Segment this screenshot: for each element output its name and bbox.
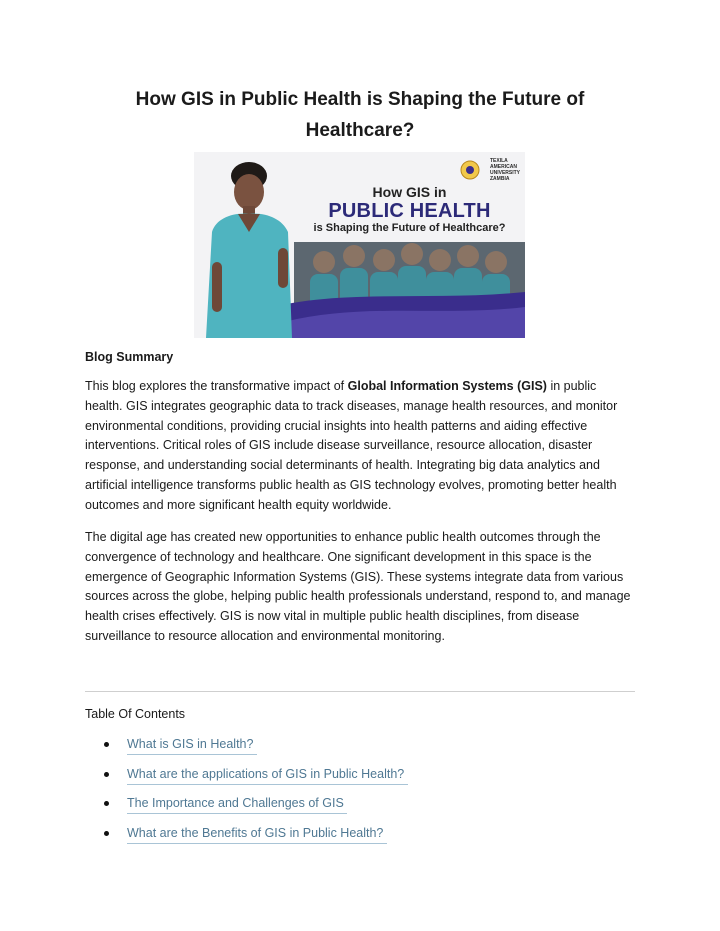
bullet-icon: [104, 801, 109, 806]
bullet-icon: [104, 742, 109, 747]
summary-para1-bold: Global Information Systems (GIS): [347, 379, 547, 393]
toc-link-applications[interactable]: What are the applications of GIS in Public Health?: [127, 765, 408, 785]
blog-summary-heading: Blog Summary: [85, 350, 174, 364]
toc-heading: Table Of Contents: [85, 707, 186, 721]
hero-heading-line3: is Shaping the Future of Healthcare?: [313, 222, 506, 234]
bullet-icon: [104, 831, 109, 836]
toc-link-benefits[interactable]: What are the Benefits of GIS in Public Health?: [127, 824, 387, 844]
hero-heading-line1: How GIS in: [372, 184, 447, 200]
summary-paragraph-1: [85, 377, 637, 516]
hero-banner-image: [194, 152, 525, 338]
summary-paragraph-2: The digital age has created new opportunities to enhance public health outcomes through the convergence of technology and healthcare. One significant development in this space is the emergence of Geographic Information Systems (GIS). These systems integrate data from various sources across the globe, helping public health professionals understand, respond to, and manage health crises effectively. GIS is now vital in multiple public health disciplines, from disease surveillance to resource allocation and environmental monitoring.: [85, 530, 631, 643]
summary-para1-suffix: in public health. GIS integrates geographic data to track diseases, manage health resources, and monitor environmental conditions, providing crucial insights into health patterns and aiding effective interventions. Critical roles of GIS include disease surveillance, resource allocation, disaster response, and understanding social determinants of health. Integrating big data analytics and artificial intelligence transforms public health as GIS technology evolves, promoting better health outcomes and more significant health equity worldwide.: [85, 379, 618, 512]
bullet-icon: [104, 772, 109, 777]
summary-para1-prefix: This blog explores the transformative impact of: [85, 379, 348, 393]
section-divider: [85, 691, 635, 692]
university-logo-text: TEXILA AMERICAN UNIVERSITY ZAMBIA: [490, 158, 521, 182]
hero-illustration: [194, 152, 525, 338]
toc-link-importance-challenges[interactable]: The Importance and Challenges of GIS: [127, 794, 347, 814]
page-title: How GIS in Public Health is Shaping the Future of Healthcare?: [135, 89, 585, 141]
toc-link-what-is-gis[interactable]: What is GIS in Health?: [127, 735, 257, 755]
hero-heading-line2: PUBLIC HEALTH: [328, 200, 491, 222]
